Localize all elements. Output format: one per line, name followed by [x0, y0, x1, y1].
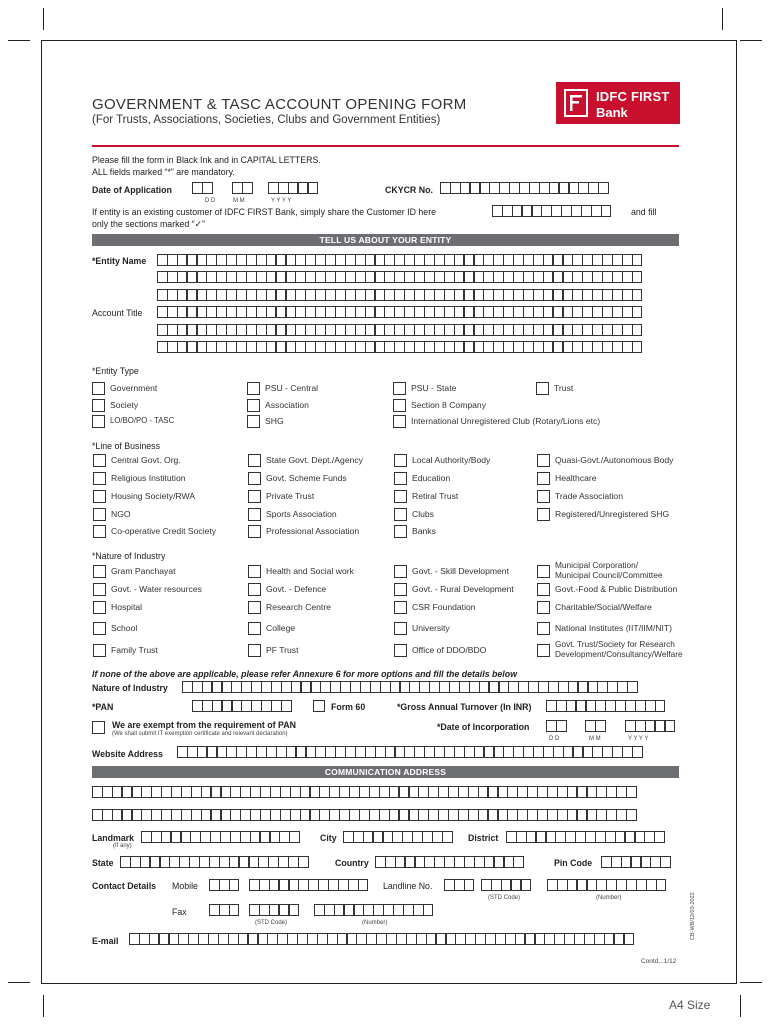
char-box[interactable]: [656, 879, 667, 891]
char-box[interactable]: [464, 879, 475, 891]
customer-id-boxes[interactable]: [492, 205, 611, 217]
checkbox[interactable]: [537, 583, 550, 596]
option-label: SHG: [265, 416, 284, 426]
option-label: State Govt. Dept./Agency: [266, 455, 363, 465]
bank-logo-icon: [564, 89, 588, 117]
landline-label: Landline No.: [383, 881, 433, 891]
entity-section-bar: TELL US ABOUT YOUR ENTITY: [92, 234, 679, 246]
checkbox[interactable]: [394, 644, 407, 657]
pin-code-boxes[interactable]: [601, 856, 670, 868]
turnover-boxes[interactable]: [546, 700, 665, 712]
option-label: PF Trust: [266, 645, 299, 655]
checkbox[interactable]: [537, 490, 550, 503]
option-label: International Unregistered Club (Rotary/Lions etc): [411, 416, 601, 426]
checkbox[interactable]: [394, 472, 407, 485]
option-label: Govt. - Defence: [266, 584, 327, 594]
std-code-hint: (STD Code): [255, 920, 288, 926]
instruction-line-1: Please fill the form in Black Ink and in CAPITAL LETTERS.: [92, 155, 321, 165]
email-boxes[interactable]: [129, 933, 633, 945]
checkbox[interactable]: [394, 454, 407, 467]
char-box[interactable]: [632, 289, 643, 301]
entity-name-label: *Entity Name: [92, 256, 147, 266]
char-box[interactable]: [298, 856, 309, 868]
checkbox[interactable]: [393, 382, 406, 395]
incorporation-month-boxes[interactable]: [585, 720, 605, 732]
number-hint: (Number): [362, 920, 388, 926]
option-label: Trade Association: [555, 491, 623, 501]
checkbox[interactable]: [93, 472, 106, 485]
instruction-line-2: ALL fields marked “*” are mandatory.: [92, 167, 235, 177]
option-label: Government: [110, 383, 158, 393]
checkbox[interactable]: [393, 399, 406, 412]
website-label: Website Address: [92, 749, 163, 759]
option-label: Retiral Trust: [412, 491, 459, 501]
entity-name-row-2[interactable]: [157, 271, 642, 283]
char-box[interactable]: [632, 746, 643, 758]
option-label: Gram Panchayat: [111, 566, 176, 576]
ckycr-boxes[interactable]: [440, 182, 608, 194]
checkbox[interactable]: [248, 508, 261, 521]
option-label: Central Govt. Org.: [111, 455, 181, 465]
char-box[interactable]: [308, 182, 319, 194]
char-box[interactable]: [601, 205, 612, 217]
checkbox[interactable]: [248, 622, 261, 635]
option-label: NGO: [111, 509, 131, 519]
email-label: E-mail: [92, 936, 119, 946]
checkbox[interactable]: [247, 415, 260, 428]
char-box[interactable]: [655, 700, 666, 712]
year-hint: Y Y Y Y: [271, 198, 292, 204]
char-box[interactable]: [289, 904, 300, 916]
form-subtitle: (For Trusts, Associations, Societies, Clubs and Government Entities): [92, 114, 441, 126]
entity-name-row-1[interactable]: [157, 254, 642, 266]
form-title: GOVERNMENT & TASC ACCOUNT OPENING FORM: [92, 96, 467, 113]
option-label: University: [412, 623, 450, 633]
option-label: National Institutes (IIT/IIM/NIT): [555, 623, 672, 633]
day-hint: D D: [549, 736, 560, 742]
checkbox[interactable]: [93, 583, 106, 596]
header-divider: [92, 145, 679, 147]
turnover-label: *Gross Annual Turnover (In INR): [397, 702, 532, 712]
checkbox[interactable]: [536, 382, 549, 395]
pin-code-label: Pin Code: [554, 858, 593, 868]
and-fill-text: and fill: [631, 207, 657, 217]
year-hint: Y Y Y Y: [628, 736, 649, 742]
option-label: Co-operative Credit Society: [111, 526, 217, 536]
char-box[interactable]: [289, 831, 300, 843]
option-label: Healthcare: [555, 473, 597, 483]
pan-exempt-checkbox[interactable]: [92, 721, 105, 735]
option-label: Professional Association: [266, 526, 360, 536]
checkbox[interactable]: [394, 508, 407, 521]
char-box[interactable]: [654, 831, 665, 843]
char-box[interactable]: [665, 720, 676, 732]
checkbox[interactable]: [313, 700, 325, 712]
country-label: Country: [335, 858, 369, 868]
checkbox[interactable]: [537, 622, 550, 635]
checkbox[interactable]: [93, 454, 106, 467]
option-label: PSU - State: [411, 383, 457, 393]
bank-logo: [556, 82, 680, 124]
char-box[interactable]: [513, 856, 524, 868]
option-label: LO/BO/PO - TASC: [110, 416, 175, 425]
checkbox[interactable]: [394, 601, 407, 614]
checkbox[interactable]: [93, 565, 106, 578]
checkbox[interactable]: [537, 472, 550, 485]
state-label: State: [92, 858, 114, 868]
option-label: Association: [265, 400, 309, 410]
fax-std-boxes[interactable]: [249, 904, 298, 916]
if-any-note: (If any): [113, 843, 132, 849]
std-code-hint: (STD Code): [488, 895, 521, 901]
landmark-label: Landmark: [92, 833, 135, 843]
option-label: Sports Association: [266, 509, 337, 519]
option-label: Religious Institution: [111, 473, 186, 483]
account-title-row-1[interactable]: [157, 306, 642, 318]
checkbox[interactable]: [248, 644, 261, 657]
pan-label: *PAN: [92, 702, 114, 712]
city-boxes[interactable]: [343, 831, 452, 843]
form60-checkbox[interactable]: [313, 700, 325, 714]
state-boxes[interactable]: [120, 856, 308, 868]
application-month-boxes[interactable]: [232, 182, 252, 194]
checkbox[interactable]: [394, 525, 407, 538]
page-size-label: A4 Size: [669, 998, 711, 1012]
char-box[interactable]: [521, 879, 532, 891]
option-label: Govt. - Water resources: [111, 584, 202, 594]
district-label: District: [468, 833, 499, 843]
contact-details-label: Contact Details: [92, 881, 157, 891]
char-box[interactable]: [624, 933, 635, 945]
option-label: Education: [412, 473, 451, 483]
mobile-number-boxes[interactable]: [249, 879, 368, 891]
ckycr-label: CKYCR No.: [385, 185, 433, 195]
char-box[interactable]: [423, 904, 434, 916]
landline-country-boxes[interactable]: [444, 879, 474, 891]
option-label: Govt.-Food & Public Distribution: [555, 584, 678, 594]
checkbox[interactable]: [93, 644, 106, 657]
incorporation-year-boxes[interactable]: [625, 720, 674, 732]
pan-exempt-note: (We shall submit IT exemption certificate and relevant declaration): [112, 731, 288, 737]
option-label: Health and Social work: [266, 566, 354, 576]
form60-label: Form 60: [331, 702, 366, 712]
option-label: Research Centre: [266, 602, 331, 612]
checkbox[interactable]: [394, 490, 407, 503]
option-label: Office of DDO/BDO: [412, 645, 487, 655]
pan-exempt-label: We are exempt from the requirement of PAN: [112, 720, 296, 730]
char-box[interactable]: [202, 182, 213, 194]
account-title-row-3[interactable]: [157, 341, 642, 353]
checkbox[interactable]: [537, 644, 550, 657]
char-box[interactable]: [229, 904, 240, 916]
char-box[interactable]: [627, 681, 638, 693]
website-boxes[interactable]: [177, 746, 642, 758]
address-row-1[interactable]: [92, 786, 636, 798]
option-label: Trust: [554, 383, 574, 393]
option-label: Registered/Unregistered SHG: [555, 509, 670, 519]
checkbox[interactable]: [93, 490, 106, 503]
checkbox[interactable]: [93, 601, 106, 614]
checkbox[interactable]: [92, 382, 105, 395]
char-box[interactable]: [626, 809, 637, 821]
only-sections-text: only the sections marked “✓”: [92, 219, 205, 229]
char-box[interactable]: [632, 306, 643, 318]
char-box[interactable]: [632, 271, 643, 283]
application-year-boxes[interactable]: [268, 182, 317, 194]
option-label: Family Trust: [111, 645, 158, 655]
address-section-bar: COMMUNICATION ADDRESS: [92, 766, 679, 778]
option-label: Private Trust: [266, 491, 315, 501]
option-label: Section 8 Company: [411, 400, 486, 410]
landline-std-boxes[interactable]: [481, 879, 530, 891]
checkbox[interactable]: [92, 415, 105, 428]
checkbox[interactable]: [394, 583, 407, 596]
pan-boxes[interactable]: [192, 700, 291, 712]
option-label: Local Authority/Body: [412, 455, 491, 465]
country-boxes[interactable]: [375, 856, 523, 868]
char-box[interactable]: [442, 831, 453, 843]
option-label: Municipal Corporation/ Municipal Council/Committee: [555, 560, 663, 580]
option-label: College: [266, 623, 296, 633]
checkbox[interactable]: [92, 399, 105, 412]
checkbox[interactable]: [248, 472, 261, 485]
option-label: Govt. - Rural Development: [412, 584, 514, 594]
checkbox[interactable]: [394, 622, 407, 635]
checkbox[interactable]: [93, 508, 106, 521]
char-box[interactable]: [358, 879, 369, 891]
option-label: Housing Society/RWA: [111, 491, 196, 501]
city-label: City: [320, 833, 337, 843]
checkbox[interactable]: [537, 508, 550, 521]
incorporation-day-boxes[interactable]: [546, 720, 566, 732]
checkbox[interactable]: [394, 565, 407, 578]
option-label: CSR Foundation: [412, 602, 476, 612]
checkbox[interactable]: [92, 721, 105, 734]
address-row-2[interactable]: [92, 809, 636, 821]
date-of-incorporation-label: *Date of Incorporation: [437, 722, 530, 732]
annexure-note: If none of the above are applicable, please refer Annexure 6 for more options and fill the details below: [92, 669, 517, 679]
char-box[interactable]: [595, 720, 606, 732]
existing-customer-note: If entity is an existing customer of IDFC FIRST Bank, simply share the Customer ID here: [92, 207, 437, 217]
option-label: Quasi-Govt./Autonomous Body: [555, 455, 674, 465]
landline-number-boxes[interactable]: [547, 879, 666, 891]
entity-name-row-3[interactable]: [157, 289, 642, 301]
option-label: Banks: [412, 526, 436, 536]
checkbox[interactable]: [537, 601, 550, 614]
char-box[interactable]: [556, 720, 567, 732]
option-label: Govt. Scheme Funds: [266, 473, 347, 483]
day-hint: D D: [205, 198, 216, 204]
month-hint: M M: [233, 198, 245, 204]
entity-type-label: *Entity Type: [92, 366, 139, 376]
checkbox[interactable]: [537, 454, 550, 467]
option-label: PSU - Central: [265, 383, 319, 393]
fax-number-boxes[interactable]: [314, 904, 433, 916]
checkbox[interactable]: [537, 565, 550, 578]
char-box[interactable]: [242, 182, 253, 194]
district-boxes[interactable]: [506, 831, 664, 843]
char-box[interactable]: [632, 254, 643, 266]
char-box[interactable]: [229, 879, 240, 891]
landmark-boxes[interactable]: [141, 831, 299, 843]
checkbox[interactable]: [248, 565, 261, 578]
char-box[interactable]: [626, 786, 637, 798]
char-box[interactable]: [660, 856, 671, 868]
checkbox[interactable]: [93, 622, 106, 635]
checkbox[interactable]: [248, 490, 261, 503]
char-box[interactable]: [632, 341, 643, 353]
nature-industry-field-label: Nature of Industry: [92, 683, 168, 693]
checkbox[interactable]: [248, 525, 261, 538]
form-code: CB-WB/12/03-2022: [690, 892, 696, 940]
line-of-business-label: *Line of Business: [92, 441, 160, 451]
option-label: Charitable/Social/Welfare: [555, 602, 652, 612]
option-label: Society: [110, 400, 139, 410]
checkbox[interactable]: [247, 382, 260, 395]
checkbox[interactable]: [248, 583, 261, 596]
char-box[interactable]: [281, 700, 292, 712]
checkbox[interactable]: [247, 399, 260, 412]
char-box[interactable]: [598, 182, 609, 194]
date-of-application-label: Date of Application: [92, 185, 172, 195]
month-hint: M M: [589, 736, 601, 742]
option-label: Hospital: [111, 602, 143, 612]
fax-country-boxes[interactable]: [209, 904, 239, 916]
nature-of-industry-label: *Nature of Industry: [92, 551, 166, 561]
nature-industry-boxes[interactable]: [182, 681, 637, 693]
mobile-code-boxes[interactable]: [209, 879, 239, 891]
continued-note: Contd...1/12: [641, 958, 677, 965]
application-day-boxes[interactable]: [192, 182, 212, 194]
option-label: School: [111, 623, 138, 633]
option-label: Clubs: [412, 509, 434, 519]
checkbox[interactable]: [248, 454, 261, 467]
checkbox[interactable]: [248, 601, 261, 614]
logo-text-line1: IDFC FIRST: [596, 89, 670, 104]
char-box[interactable]: [632, 324, 643, 336]
account-title-label: Account Title: [92, 308, 143, 318]
checkbox[interactable]: [393, 415, 406, 428]
number-hint: (Number): [596, 895, 622, 901]
option-label: Govt. Trust/Society for Research Development/Consultancy/Welfare: [555, 639, 683, 659]
fax-label: Fax: [172, 907, 187, 917]
checkbox[interactable]: [93, 525, 106, 538]
mobile-label: Mobile: [172, 881, 198, 891]
logo-text-line2: Bank: [596, 105, 628, 120]
option-label: Govt. - Skill Development: [412, 566, 509, 576]
account-title-row-2[interactable]: [157, 324, 642, 336]
